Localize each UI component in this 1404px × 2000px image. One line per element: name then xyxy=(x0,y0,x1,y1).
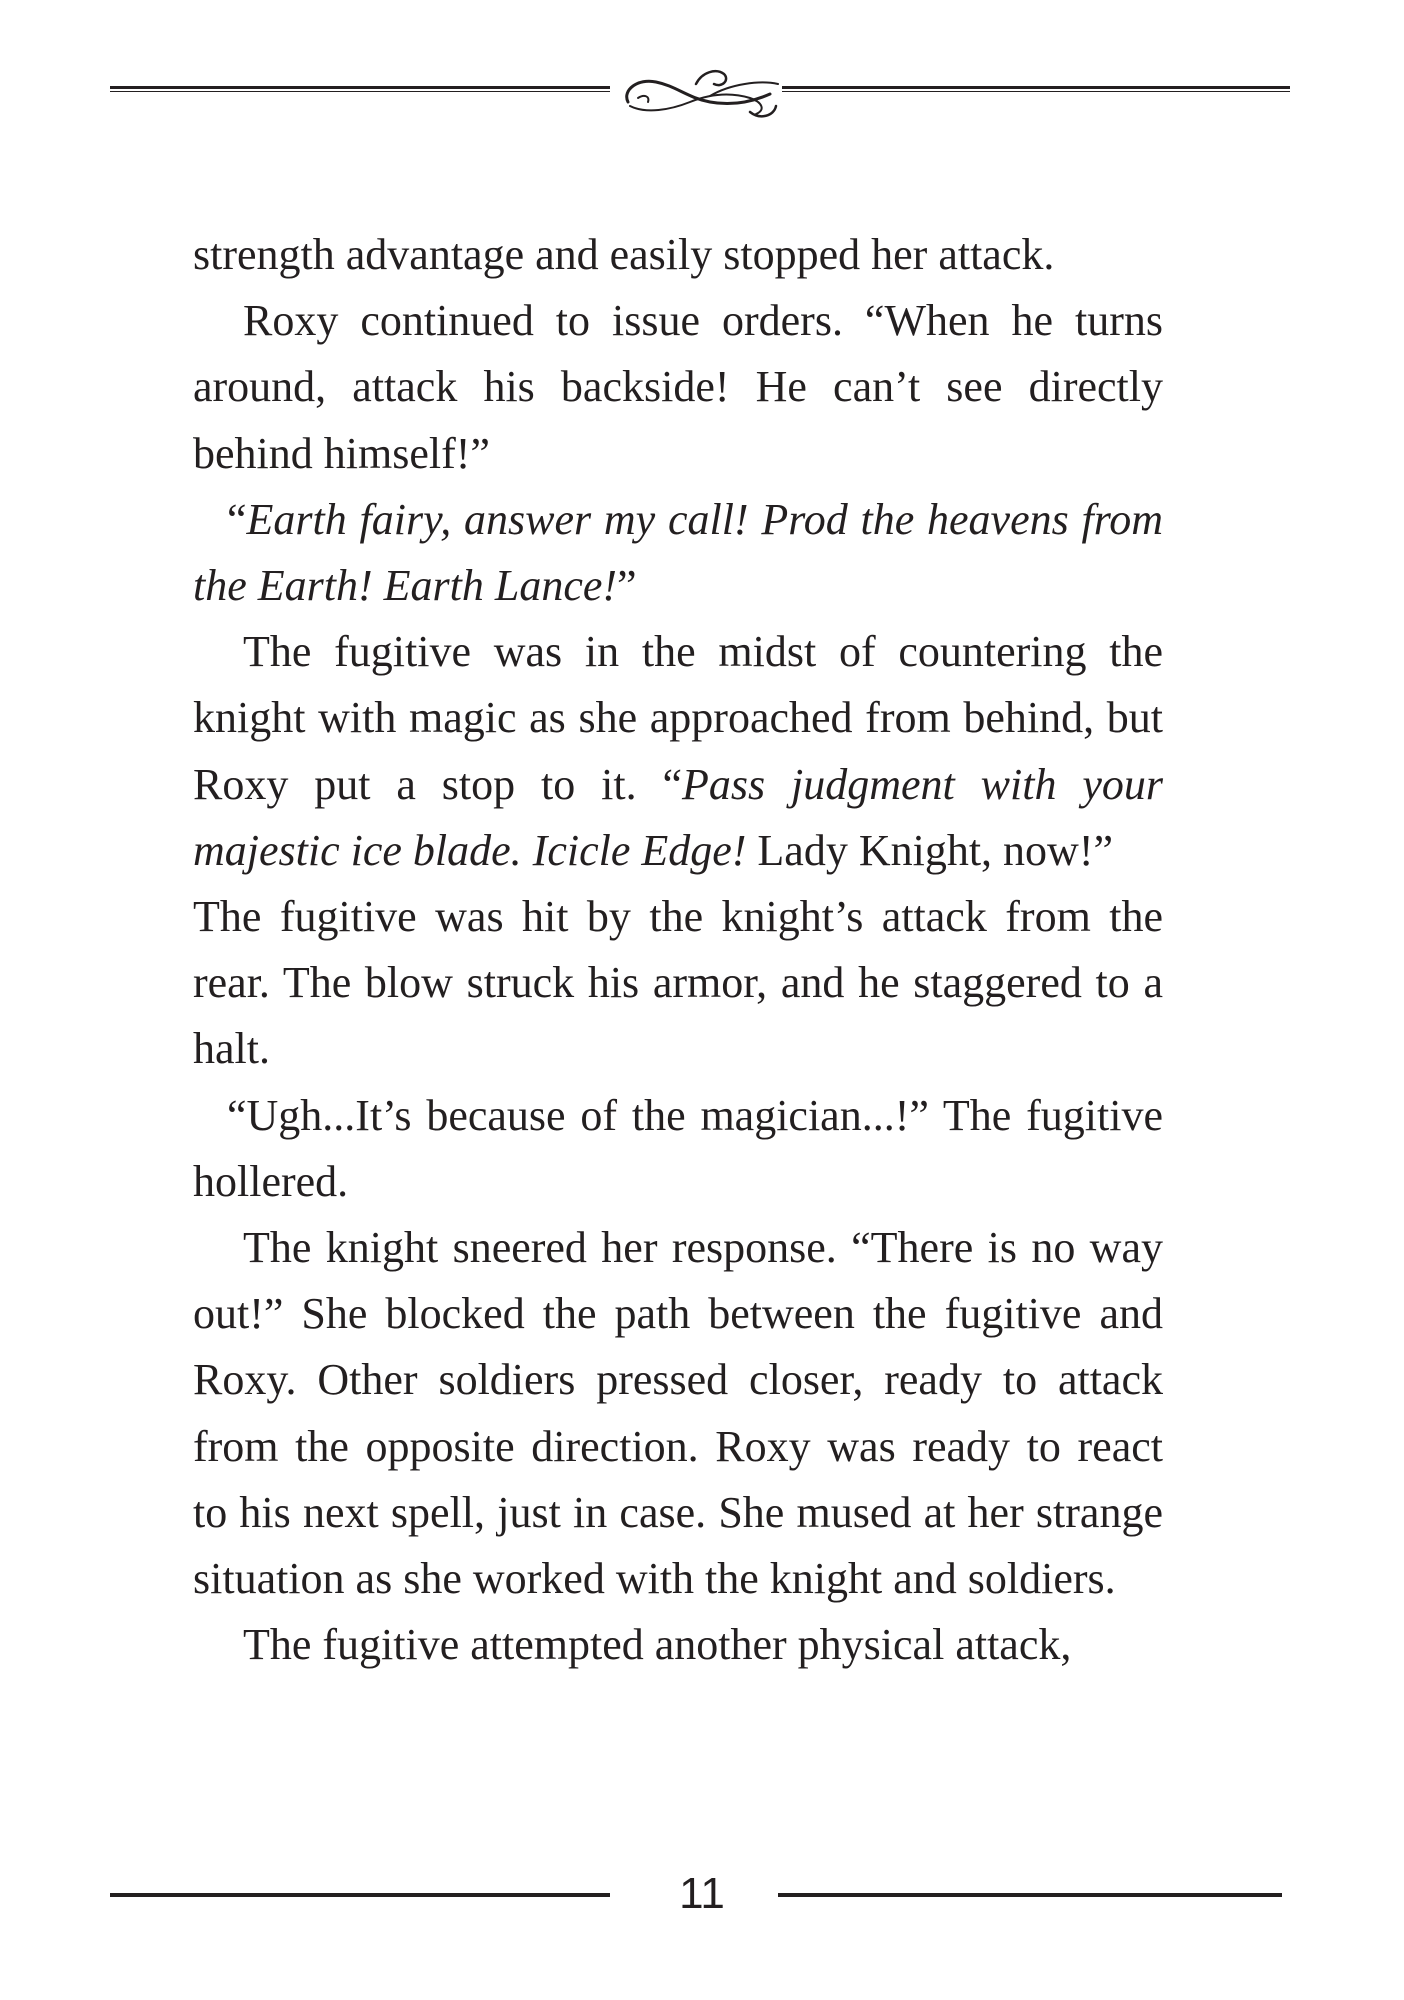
paragraph xyxy=(193,619,1163,884)
text-segment: “ xyxy=(227,494,247,544)
italic-text-segment: Pass judgment with your majestic ice blade. Icicle Edge! xyxy=(193,759,1163,875)
paragraph xyxy=(193,288,1163,487)
paragraph xyxy=(193,1083,1163,1215)
paragraph xyxy=(193,487,1163,619)
text-segment: The fugitive attempted another physical attack, xyxy=(243,1620,1072,1670)
flourish-divider-icon xyxy=(110,62,1290,132)
text-segment: Lady Knight, now!” xyxy=(746,825,1114,875)
paragraph xyxy=(193,1612,1163,1678)
footer-rule-left xyxy=(110,1893,610,1897)
text-segment: The fugitive was in the midst of countering the knight with magic as she approached from behind, but Roxy put a stop to it. “ xyxy=(193,627,1163,809)
text-segment: Roxy continued to issue orders. “When he turns around, attack his backside! He can’t see directly behind himself!” xyxy=(193,296,1163,478)
paragraph xyxy=(193,222,1163,288)
text-segment: “Ugh...It’s because of the magician...!” The fugitive hollered. xyxy=(193,1090,1163,1206)
text-segment: strength advantage and easily stopped her attack. xyxy=(193,230,1055,279)
text-segment: The knight sneered her response. “There is no way out!” She blocked the path between the fugitive and Roxy. Other soldiers pressed closer, ready to attack from the opposite direction. Roxy was ready to react to his next spell, just in case. She mused at her strange situation as she worked with the knight and soldiers. xyxy=(193,1223,1163,1604)
footer-rule-right xyxy=(778,1893,1282,1897)
chapter-body-text xyxy=(193,222,1163,1678)
italic-text-segment: Earth fairy, answer my call! Prod the heavens from the Earth! Earth Lance! xyxy=(193,494,1163,611)
paragraph xyxy=(193,1215,1163,1612)
paragraph xyxy=(193,884,1163,1083)
text-segment: ” xyxy=(617,561,637,611)
page-number: 11 xyxy=(679,1869,725,1918)
text-segment: The fugitive was hit by the knight’s attack from the rear. The blow struck his armor, and he staggered to a halt. xyxy=(193,892,1163,1074)
